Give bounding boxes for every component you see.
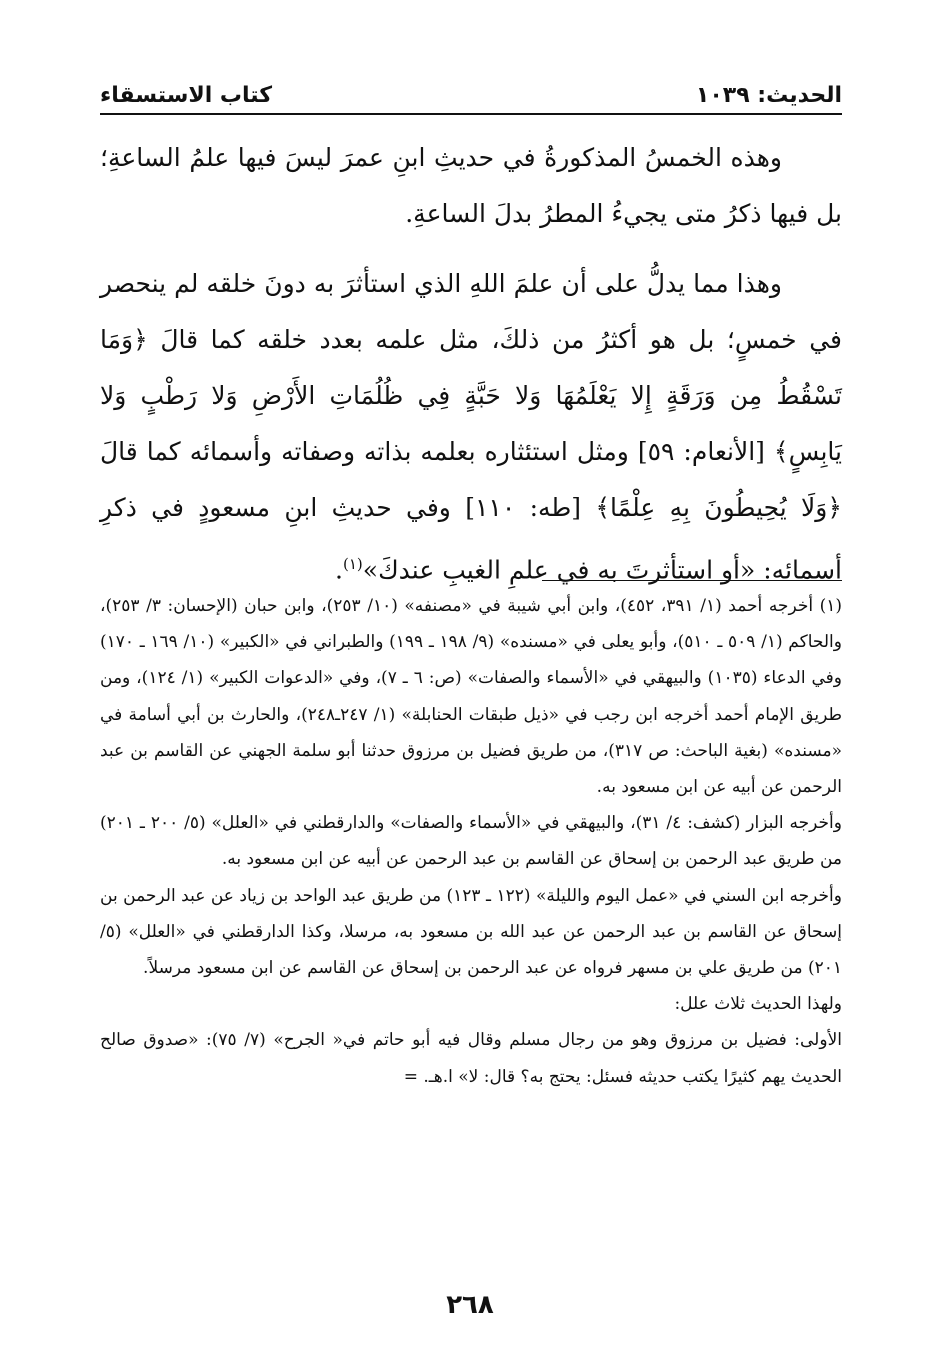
footnote: (١) أخرجه أحمد (١/ ٣٩١، ٤٥٢)، وابن أبي شيبة في «مصنفه» (١٠/ ٢٥٣)، وابن حبان (الإحسان: ٣/ ٢٥٣)، والحاكم (١/ ٥٠٩ ـ ٥١٠)، وأبو يعلى في «مسنده» (٩/ ١٩٨ ـ ١٩٩) والطبراني في «الكبير» (١٠/ ١٦٩ ـ ١٧٠) وفي الدعاء (١٠٣٥) والبيهقي في «الأسماء والصفات» (ص: ٦ ـ ٧)، وفي «الدعوات الكبير» (١/ ١٢٤)، ومن طريق الإمام أحمد أخرجه ابن رجب في «ذيل طبقات الحنابلة» (١/ ٢٤٧ـ٢٤٨)، والحارث بن أبي أسامة في «مسنده» (بغية الباحث: ص ٣١٧)، من طريق فضيل بن مرزوق حدثنا أبو سلمة الجهني عن القاسم بن عبد الرحمن عن أبيه عن ابن مسعود به.: [100, 596, 843, 798]
paragraph: [100, 256, 842, 598]
footnote: ولهذا الحديث ثلاث علل:: [674, 994, 842, 1015]
main-text: [100, 130, 842, 598]
running-header: [100, 78, 842, 112]
footnotes: [100, 588, 842, 1095]
header-divider: [100, 113, 842, 115]
paragraph-text: وهذا مما يدلُّ على أن علمَ اللهِ الذي استأثرَ به دونَ خلقه لم ينحصر في خمسٍ؛ بل هو أكثرُ من ذلكَ، مثل علمه بعدد خلقه كما قالَ ﴿وَمَا تَسْقُطُ مِن وَرَقَةٍ إِلا يَعْلَمُهَا وَلا حَبَّةٍ فِي ظُلُمَاتِ الأَرْضِ وَلا رَطْبٍ وَلا يَابِسٍ﴾ [الأنعام: ٥٩] ومثل استئثاره بعلمه بذاته وصفاته وأسمائه كما قالَ ﴿وَلَا يُحِيطُونَ بِهِ عِلْمًا﴾ [طه: ١١٠] وفي حديثِ ابنِ مسعودٍ في ذكرِ أسمائه: «أو استأثرتَ به في علمِ الغيبِ عندكَ»: [100, 269, 843, 585]
closing-punctuation: .: [335, 555, 343, 585]
footnote-reference: (١): [343, 555, 363, 573]
header-hadith-number: الحديث: ١٠٣٩: [695, 82, 842, 108]
page-number: ٢٦٨: [446, 1290, 494, 1320]
footnote: وأخرجه البزار (كشف: ٤/ ٣١)، والبيهقي في «الأسماء والصفات» والدارقطني في «العلل» (٥/ ٢٠٠ ـ ٢٠١) من طريق عبد الرحمن بن إسحاق عن القاسم بن عبد الرحمن عن أبيه عن ابن مسعود به.: [100, 813, 842, 870]
footnote-divider: [542, 580, 842, 581]
header-book-title: كتاب الاستسقاء: [100, 82, 273, 108]
footnote: وأخرجه ابن السني في «عمل اليوم والليلة» (١٢٢ ـ ١٢٣) من طريق عبد الواحد بن زياد عن عبد الرحمن بن إسحاق عن القاسم بن عبد الرحمن عن عبد الله بن مسعود به، مرسلا، وكذا الدارقطني في «العلل» (٥/ ٢٠١) من طريق علي بن مسهر فرواه عن عبد الرحمن بن إسحاق عن القاسم عن ابن مسعود مرسلاً.: [100, 885, 842, 979]
footnote: الأولى: فضيل بن مرزوق وهو من رجال مسلم وقال فيه أبو حاتم في« الجرح» (٧/ ٧٥): «صدوق صالح الحديث يهم كثيرًا يكتب حديثه فسئل: يحتج به؟ قال: لا» ا.هـ. =: [100, 1030, 842, 1087]
paragraph: وهذه الخمسُ المذكورةُ في حديثِ ابنِ عمرَ ليسَ فيها علمُ الساعةِ؛ بل فيها ذكرُ متى يجيءُ المطرُ بدلَ الساعةِ.: [100, 143, 842, 228]
